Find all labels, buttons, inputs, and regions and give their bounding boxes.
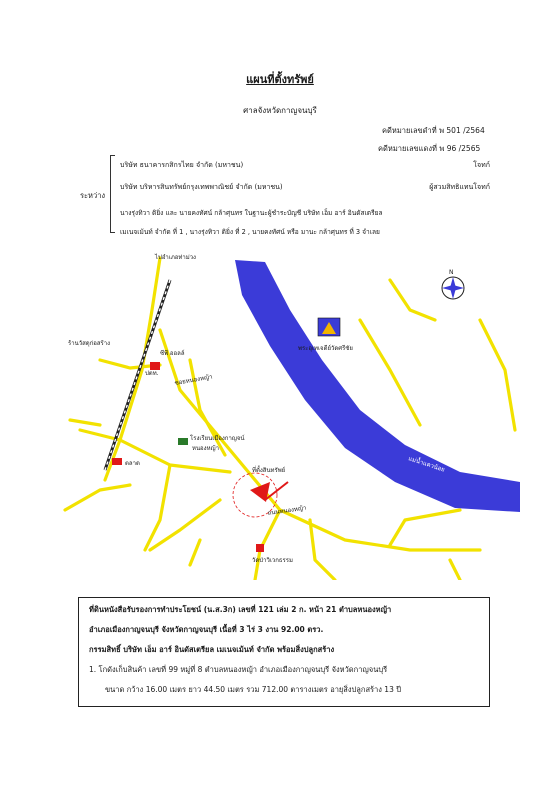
info-line-4: 1. โกดังเก็บสินค้า เลขที่ 99 หมู่ที่ 8 ตำบลหนองหญ้า อำเภอเมืองกาญจนบุรี จังหวัดกาญจนบุรี	[89, 665, 388, 674]
substitute-plaintiff-name: บริษัท บริหารสินทรัพย์กรุงเทพพาณิชย์ จำกัด (มหาชน)	[120, 183, 283, 191]
court-name: ศาลจังหวัดกาญจนบุรี	[243, 106, 317, 115]
temple-icon	[318, 318, 340, 336]
gas-station-icon	[150, 362, 160, 370]
info-line-3: กรรมสิทธิ์ บริษัท เอ็ม อาร์ อินดัสเตรียล เมเนจเม้นท์ จำกัด พร้อมสิ่งปลูกสร้าง	[89, 645, 335, 654]
property-info-box	[78, 597, 490, 707]
temple-2-icon	[256, 544, 264, 552]
info-line-2: อำเภอเมืองกาญจนบุรี จังหวัดกาญจนบุรี เนื้อที่ 3 ไร่ 3 งาน 92.00 ตรว.	[89, 625, 324, 634]
label-to-city: ไปอำเภอท่าม่วง	[155, 254, 196, 261]
label-road: ถนนหนองหญ้า	[267, 504, 307, 517]
parties-brace	[110, 155, 115, 233]
compass-icon	[442, 277, 464, 299]
label-soi: ซอยหนองหญ้า	[174, 373, 213, 387]
plaintiff-role: โจทก์	[473, 161, 490, 169]
road-network	[65, 258, 515, 580]
label-school-2: หนองหญ้า	[192, 445, 220, 452]
shop-icon	[112, 458, 122, 465]
label-temple: พระอุเทเจดีย์วัดศรีชัย	[298, 345, 353, 352]
school-icon	[178, 438, 188, 445]
label-school: โรงเรียนเมืองกาญจน์	[190, 435, 245, 442]
label-compass: N	[449, 269, 454, 276]
substitute-plaintiff-role: ผู้สวมสิทธิแทนโจทก์	[429, 183, 490, 191]
label-property: ที่ตั้งสินทรัพย์	[252, 467, 286, 474]
label-mart: ซีพี ออลล์	[160, 350, 185, 357]
label-river: แม่น้ำแควน้อย	[407, 455, 446, 474]
info-line-5: ขนาด กว้าง 16.00 เมตร ยาว 44.50 เมตร รวม 712.00 ตารางเมตร อายุสิ่งปลูกสร้าง 13 ปี	[105, 685, 401, 694]
defendants-line-1: นางรุ่งทิวา ติยิ่ง และ นายคงทัศน์ กล้าศุนทร ในฐานะผู้ชำระบัญชี บริษัท เอ็ม อาร์ อินดัสเตรียล	[120, 209, 383, 217]
defendants-line-2: เมเนจเม้นท์ จำกัด ที่ 1 , นางรุ่งทิวา ติยิ่ง ที่ 2 , นายคงทัศน์ หรือ มานะ กล้าศุนทร ที่ 3 จำเลย	[120, 228, 380, 236]
location-map	[60, 250, 520, 580]
label-shop: ร้านวัสดุก่อสร้าง	[68, 340, 111, 347]
label-station: ตลาด	[125, 460, 140, 467]
label-gas: ปตท.	[145, 370, 159, 377]
label-temple-2: วัดป่าวิเวกธรรม	[252, 557, 293, 564]
red-case-number: คดีหมายเลขแดงที่ พ 96 /2565	[378, 144, 481, 153]
between-label: ระหว่าง	[80, 191, 106, 200]
info-line-1: ที่ดินหนังสือรับรองการทำประโยชน์ (น.ส.3ก) เลขที่ 121 เล่ม 2 ก. หน้า 21 ตำบลหนองหญ้า	[89, 605, 392, 614]
document-title: แผนที่ตั้งทรัพย์	[246, 73, 314, 86]
railway-line	[105, 280, 170, 470]
river-shape	[235, 260, 520, 512]
black-case-number: คดีหมายเลขดำที่ พ 501 /2564	[382, 126, 485, 135]
plaintiff-name: บริษัท ธนาคารกสิกรไทย จำกัด (มหาชน)	[120, 161, 244, 169]
